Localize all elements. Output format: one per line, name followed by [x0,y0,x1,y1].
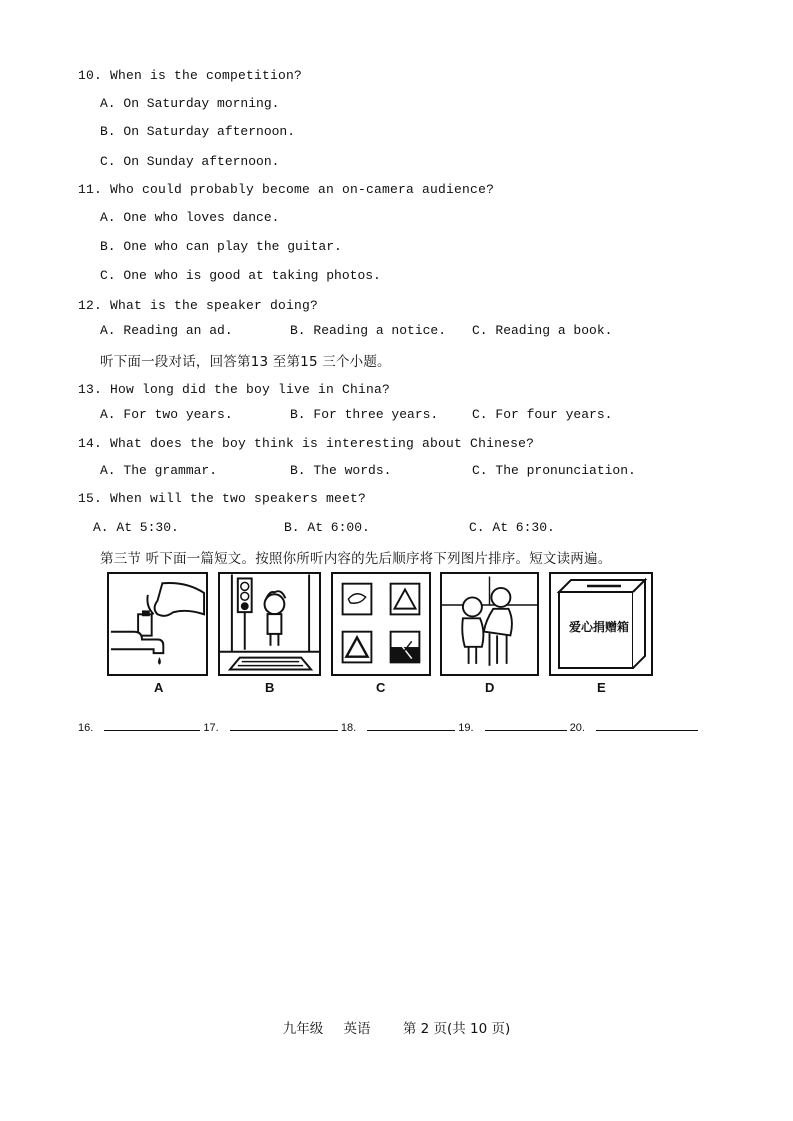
answer-blank-19[interactable] [485,720,567,731]
option-11c: C. One who is good at taking photos. [100,268,381,283]
question-12: 12. What is the speaker doing? [78,298,319,313]
option-12a: A. Reading an ad. [100,323,233,338]
dripping-faucet-icon [109,574,206,674]
footer-page-number: 第 2 页(共 10 页) [402,1021,511,1037]
question-11: 11. Who could probably become an on-camera audience? [78,182,495,197]
option-15a: A. At 5:30. [93,520,179,535]
question-14: 14. What does the boy think is interesting about Chinese? [78,436,535,451]
option-14c: C. The pronunciation. [472,463,636,478]
blank-label-20: 20. [569,722,585,734]
recycling-signs-icon [333,574,429,674]
option-15b: B. At 6:00. [284,520,370,535]
option-14b: B. The words. [290,463,392,478]
picture-b [218,572,321,676]
picture-label-e: E [597,680,606,695]
option-11b: B. One who can play the guitar. [100,239,342,254]
blank-label-17: 17. [203,722,219,734]
answer-blank-17[interactable] [230,720,338,731]
instruction-13-15: 听下面一段对话，回答第13 至第15 三个小题。 [100,354,391,370]
option-13c: C. For four years. [472,407,613,422]
footer-subject: 英语 [343,1021,371,1037]
option-11a: A. One who loves dance. [100,210,280,225]
option-12c: C. Reading a book. [472,323,613,338]
blank-label-19: 19. [458,722,474,734]
question-10: 10. When is the competition? [78,68,303,83]
blank-label-16: 16. [78,722,94,734]
option-10a: A. On Saturday morning. [100,96,280,111]
footer-grade: 九年级 [282,1021,324,1037]
question-15: 15. When will the two speakers meet? [78,491,367,506]
page-footer [0,1017,793,1037]
blank-label-18: 18. [340,722,357,734]
picture-label-a: A [154,680,164,695]
option-12b: B. Reading a notice. [290,323,447,338]
donation-box-text: 爱心捐赠箱 [568,620,629,634]
option-13a: A. For two years. [100,407,233,422]
picture-d [440,572,539,676]
answer-blank-18[interactable] [367,720,455,731]
option-10b: B. On Saturday afternoon. [100,124,296,139]
traffic-light-crossing-icon [220,574,319,674]
picture-label-b: B [265,680,275,695]
picture-e [549,572,653,676]
section-3-instruction: 第三节 听下面一篇短文。按照你所听内容的先后顺序将下列图片排序。短文读两遍。 [100,551,612,567]
helping-elderly-icon [442,574,537,674]
option-14a: A. The grammar. [100,463,218,478]
picture-c [331,572,431,676]
answer-blanks [78,720,698,734]
answer-blank-20[interactable] [596,720,698,731]
answer-blank-16[interactable] [104,720,200,731]
option-10c: C. On Sunday afternoon. [100,154,280,169]
option-13b: B. For three years. [290,407,439,422]
question-13: 13. How long did the boy live in China? [78,382,391,397]
picture-label-c: C [376,680,386,695]
picture-a [107,572,208,676]
option-15c: C. At 6:30. [469,520,555,535]
picture-label-d: D [485,680,495,695]
